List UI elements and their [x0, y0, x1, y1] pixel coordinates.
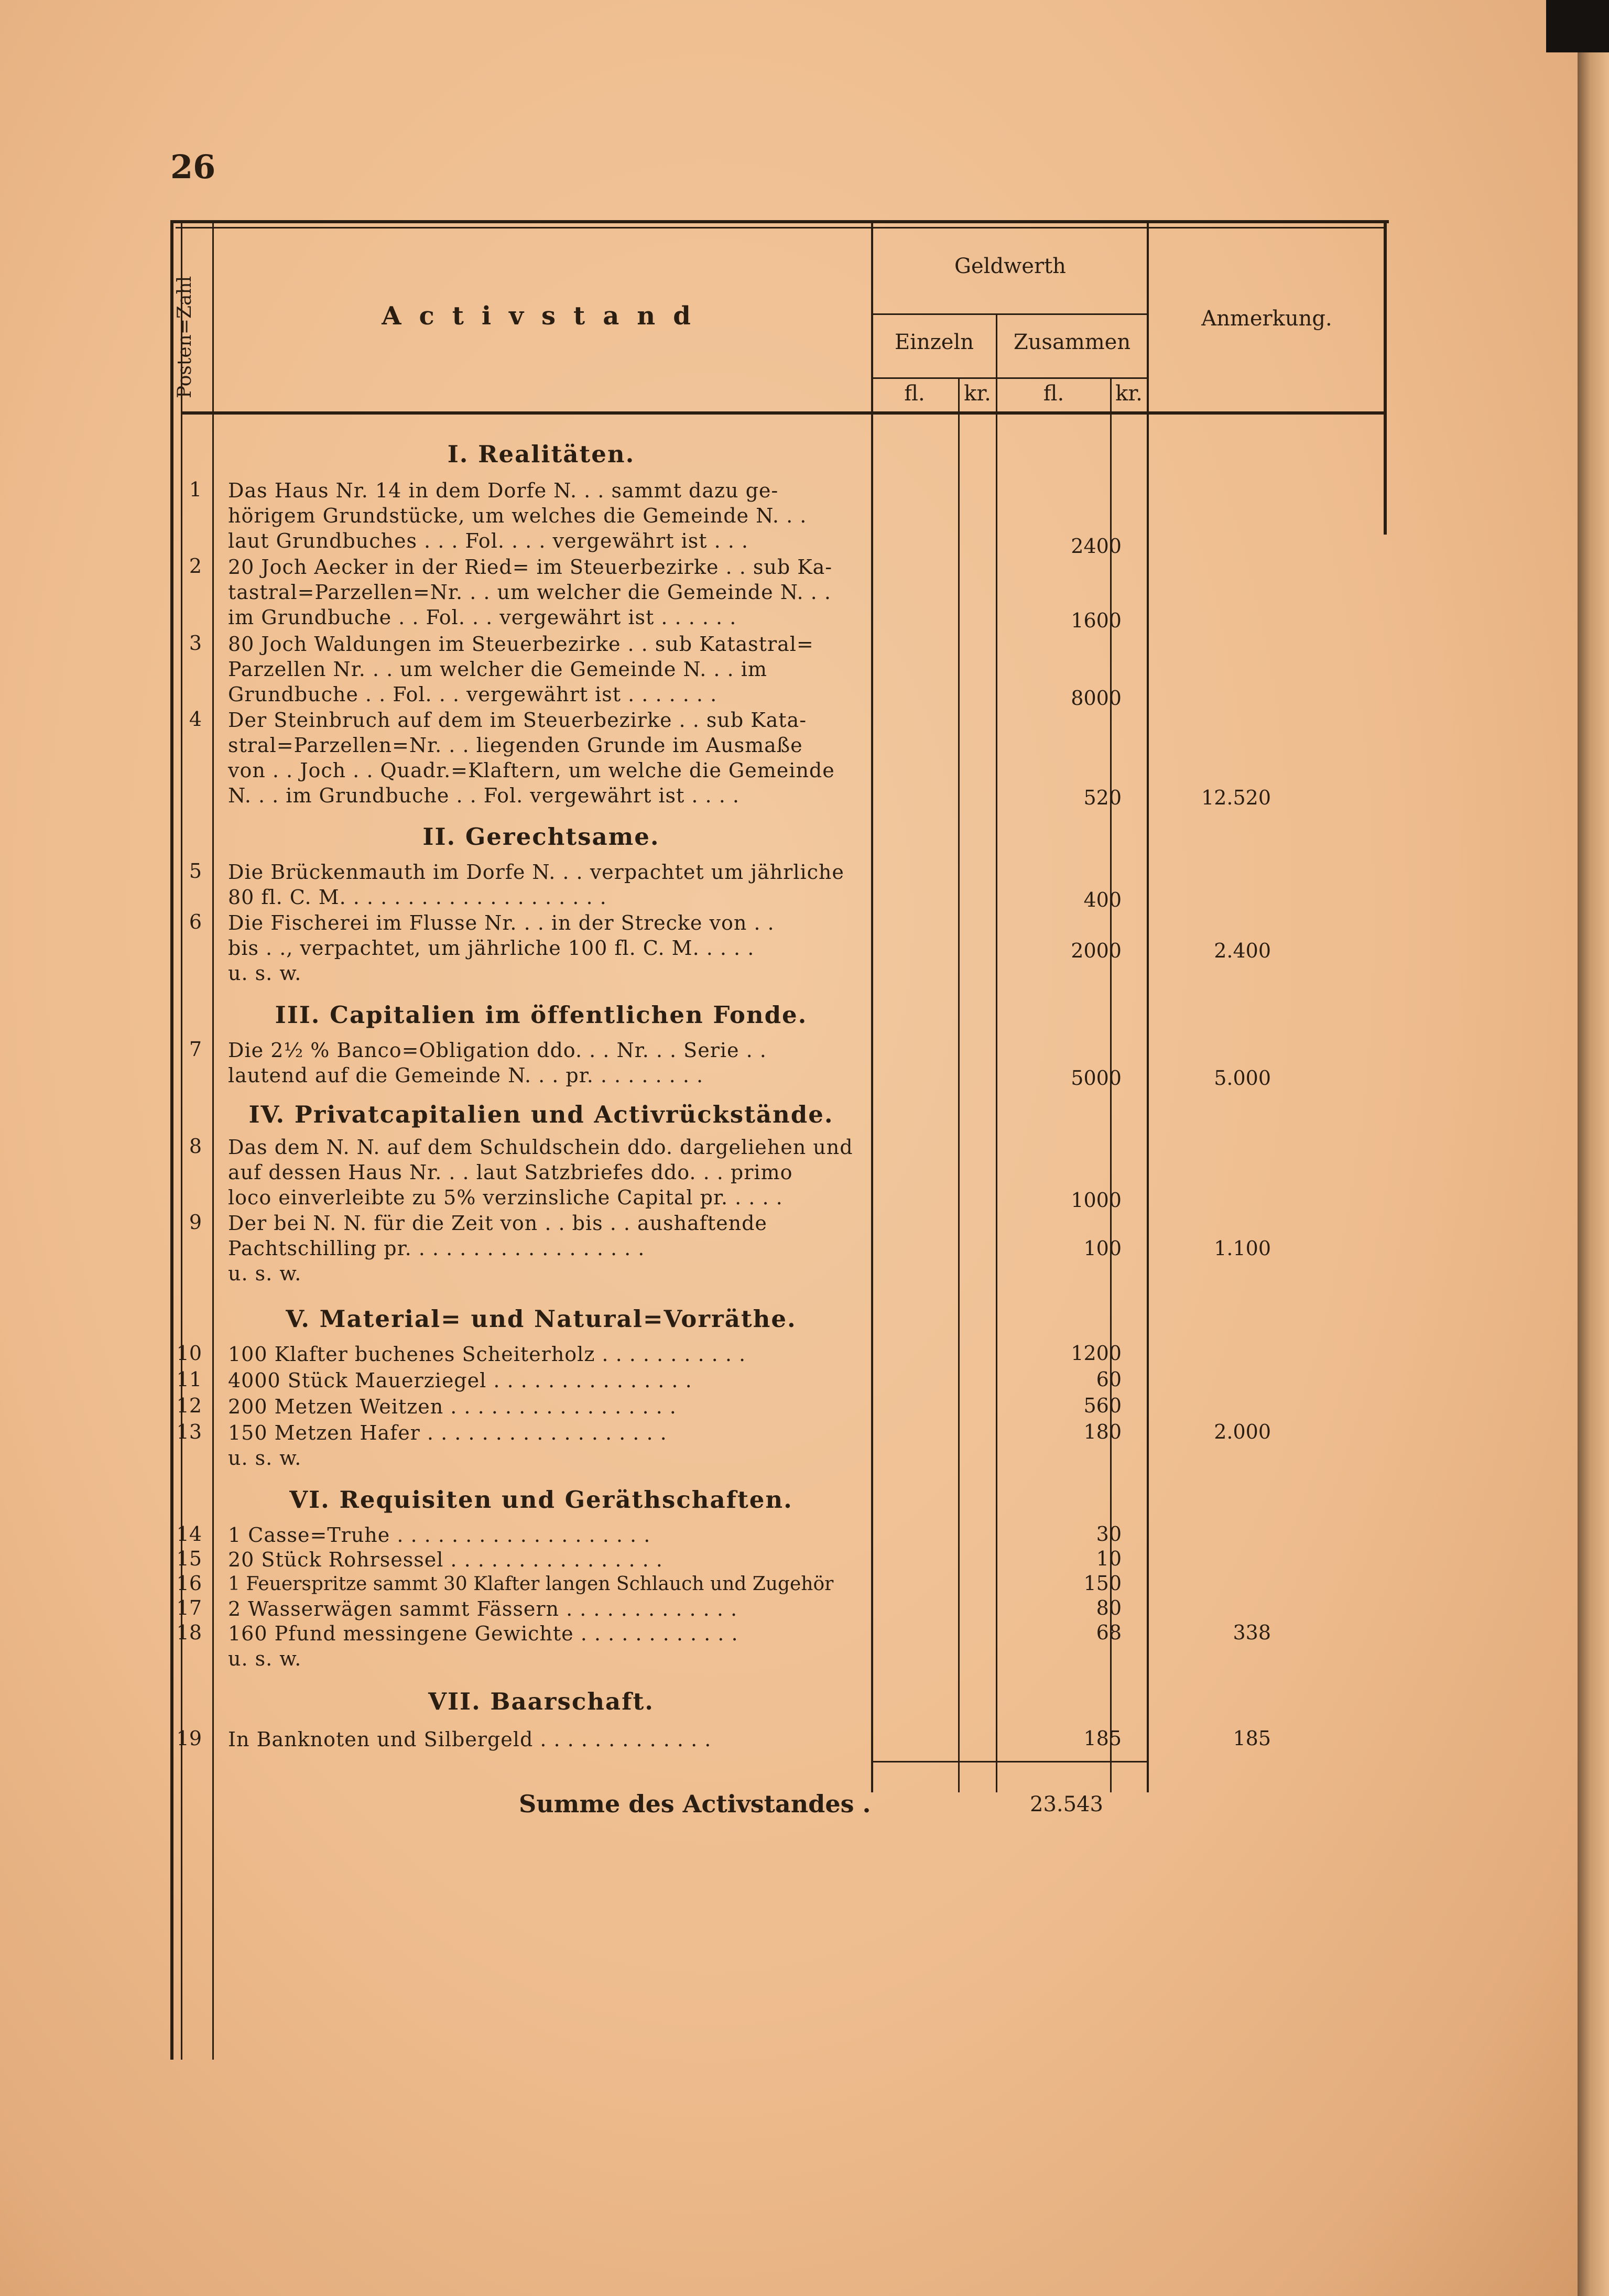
row-line: Das Haus Nr. 14 in dem Dorfe N. . . sammt dazu ge-: [228, 479, 779, 502]
row-line: 150 Metzen Hafer . . . . . . . . . . . . . . . . . .: [228, 1421, 667, 1444]
value-single: 1200: [1071, 1342, 1122, 1365]
value-total: 338: [1233, 1621, 1271, 1644]
col-header-remark: Anmerkung.: [1201, 307, 1332, 331]
row-line: Die Brückenmauth im Dorfe N. . . verpachtet um jährliche: [228, 861, 844, 884]
value-single: 560: [1083, 1394, 1122, 1417]
row-line: Die 2½ % Banco=Obligation ddo. . . Nr. . . Serie . .: [228, 1039, 767, 1062]
row-line: Parzellen Nr. . . um welcher die Gemeinde N. . . im: [228, 658, 767, 681]
row-line: Grundbuche . . Fol. . . vergewährt ist . . . . . . .: [228, 683, 717, 706]
value-single: 5000: [1071, 1067, 1122, 1090]
section-title: IV. Privatcapitalien und Activrückstände.: [248, 1101, 834, 1128]
row-line: In Banknoten und Silbergeld . . . . . . . . . . . . .: [228, 1728, 712, 1751]
row-number: 17: [176, 1596, 202, 1619]
row-line: stral=Parzellen=Nr. . . liegenden Grunde im Ausmaße: [228, 734, 803, 757]
row-line: 4000 Stück Mauerziegel . . . . . . . . . . . . . . .: [228, 1369, 692, 1392]
page-number: 26: [170, 148, 216, 186]
row-number: 7: [189, 1038, 202, 1061]
row-number: 2: [189, 554, 202, 578]
section-title: V. Material= und Natural=Vorräthe.: [286, 1305, 797, 1333]
row-line: 20 Stück Rohrsessel . . . . . . . . . . . . . . . .: [228, 1548, 663, 1571]
value-single: 8000: [1071, 687, 1122, 710]
value-single: 60: [1096, 1368, 1122, 1391]
header-bottom-rule: [181, 411, 1386, 415]
section-title: III. Capitalien im öffentlichen Fonde.: [275, 1001, 808, 1029]
row-number: 12: [176, 1394, 202, 1417]
row-number: 9: [189, 1211, 202, 1234]
value-single: 180: [1083, 1420, 1122, 1443]
row-line: von . . Joch . . Quadr.=Klaftern, um welche die Gemeinde: [228, 759, 835, 782]
row-line: 1 Feuerspritze sammt 30 Klafter langen Schlauch und Zugehör: [228, 1573, 834, 1595]
value-total: 1.100: [1214, 1237, 1271, 1260]
unit-fl-single: fl.: [904, 382, 925, 406]
col-header-total: Zusammen: [1013, 330, 1131, 354]
value-total: 2.000: [1214, 1420, 1271, 1443]
background-corner: [1546, 0, 1609, 52]
table-border-right: [1384, 220, 1387, 535]
value-single: 150: [1083, 1572, 1122, 1595]
row-number: 10: [176, 1342, 202, 1365]
row-line: 1 Casse=Truhe . . . . . . . . . . . . . . . . . . .: [228, 1524, 651, 1547]
row-number: 15: [176, 1547, 202, 1570]
geldwerth-subheader-rule: [873, 313, 1148, 315]
value-single: 1600: [1071, 609, 1122, 632]
value-single: 100: [1083, 1237, 1122, 1260]
value-total: 185: [1233, 1727, 1271, 1750]
row-number: 14: [176, 1522, 202, 1546]
row-line: 160 Pfund messingene Gewichte . . . . . . . . . . . .: [228, 1622, 738, 1645]
row-number: 16: [176, 1572, 202, 1595]
row-number: 19: [176, 1727, 202, 1750]
row-line: im Grundbuche . . Fol. . . vergewährt ist . . . . . .: [228, 606, 737, 629]
col-header-number: Posten=Zahl: [174, 276, 195, 398]
row-line: 80 fl. C. M. . . . . . . . . . . . . . . . . . . .: [228, 886, 607, 909]
value-single: 2400: [1071, 535, 1122, 558]
section-title: II. Gerechtsame.: [422, 823, 660, 851]
row-number: 8: [189, 1135, 202, 1158]
row-line: tastral=Parzellen=Nr. . . um welcher die Gemeinde N. . .: [228, 581, 831, 604]
row-line: laut Grundbuches . . . Fol. . . . vergewährt ist . . .: [228, 529, 748, 552]
value-single: 520: [1083, 786, 1122, 809]
row-number: 3: [189, 632, 202, 655]
value-single: 30: [1096, 1522, 1122, 1546]
value-single: 185: [1083, 1727, 1122, 1750]
table-border-top: [170, 220, 1389, 223]
row-line: Der Steinbruch auf dem im Steuerbezirke . . sub Kata-: [228, 709, 807, 732]
column-divider-remark: [1147, 220, 1149, 1792]
unit-subheader-rule: [873, 377, 1148, 379]
row-number: 18: [176, 1621, 202, 1644]
value-single: 80: [1096, 1596, 1122, 1619]
row-line: u. s. w.: [228, 1446, 302, 1470]
value-single: 10: [1096, 1547, 1122, 1570]
row-number: 4: [189, 708, 202, 731]
value-total: 5.000: [1214, 1067, 1271, 1090]
row-line: 100 Klafter buchenes Scheiterholz . . . . . . . . . . .: [228, 1343, 746, 1366]
row-number: 11: [176, 1368, 202, 1391]
row-line: Pachtschilling pr. . . . . . . . . . . . . . . . . .: [228, 1237, 645, 1260]
row-line: u. s. w.: [228, 962, 302, 985]
section-title: VI. Requisiten und Geräthschaften.: [289, 1486, 793, 1514]
row-line: Die Fischerei im Flusse Nr. . . in der Strecke von . .: [228, 911, 775, 934]
row-line: auf dessen Haus Nr. . . laut Satzbriefes ddo. . . primo: [228, 1161, 793, 1184]
col-header-single: Einzeln: [894, 330, 974, 354]
row-number: 6: [189, 910, 202, 933]
unit-kr-single: kr.: [964, 382, 991, 406]
row-number: 5: [189, 859, 202, 883]
value-total: 12.520: [1201, 786, 1271, 809]
row-line: 20 Joch Aecker in der Ried= im Steuerbezirke . . sub Ka-: [228, 556, 833, 579]
row-number: 13: [176, 1420, 202, 1443]
row-line: u. s. w.: [228, 1647, 302, 1670]
total-value: 23.543: [1030, 1792, 1103, 1816]
row-line: N. . . im Grundbuche . . Fol. vergewährt ist . . . .: [228, 784, 740, 807]
row-line: bis . ., verpachtet, um jährliche 100 fl. C. M. . . . .: [228, 937, 755, 960]
value-single: 2000: [1071, 939, 1122, 962]
row-line: 2 Wasserwägen sammt Fässern . . . . . . . . . . . . .: [228, 1597, 738, 1620]
row-line: u. s. w.: [228, 1262, 302, 1285]
section-title: VII. Baarschaft.: [428, 1688, 654, 1715]
col-header-geldwerth: Geldwerth: [954, 254, 1066, 278]
row-line: Das dem N. N. auf dem Schuldschein ddo. dargeliehen und: [228, 1136, 853, 1159]
value-single: 1000: [1071, 1189, 1122, 1212]
value-single: 400: [1083, 888, 1122, 911]
value-total: 2.400: [1214, 939, 1271, 962]
row-line: lautend auf die Gemeinde N. . . pr. . . . . . . . .: [228, 1064, 704, 1087]
unit-fl-total: fl.: [1043, 382, 1064, 406]
next-page-edge: [1578, 47, 1609, 2296]
value-single: 68: [1096, 1621, 1122, 1644]
row-line: 200 Metzen Weitzen . . . . . . . . . . . . . . . . .: [228, 1395, 677, 1418]
row-line: Der bei N. N. für die Zeit von . . bis . . aushaftende: [228, 1212, 767, 1235]
table-border-top-inner: [176, 227, 1384, 228]
row-line: 80 Joch Waldungen im Steuerbezirke . . sub Katastral=: [228, 633, 814, 656]
section-title: I. Realitäten.: [447, 440, 635, 468]
row-line: loco einverleibte zu 5% verzinsliche Capital pr. . . . .: [228, 1186, 783, 1209]
unit-kr-total: kr.: [1115, 382, 1143, 406]
total-rule: [873, 1761, 1148, 1762]
col-header-description: Activstand: [382, 301, 709, 331]
total-label: Summe des Activstandes .: [519, 1790, 871, 1818]
column-divider-number: [212, 220, 214, 2060]
row-line: hörigem Grundstücke, um welches die Gemeinde N. . .: [228, 504, 807, 527]
row-number: 1: [189, 478, 202, 501]
